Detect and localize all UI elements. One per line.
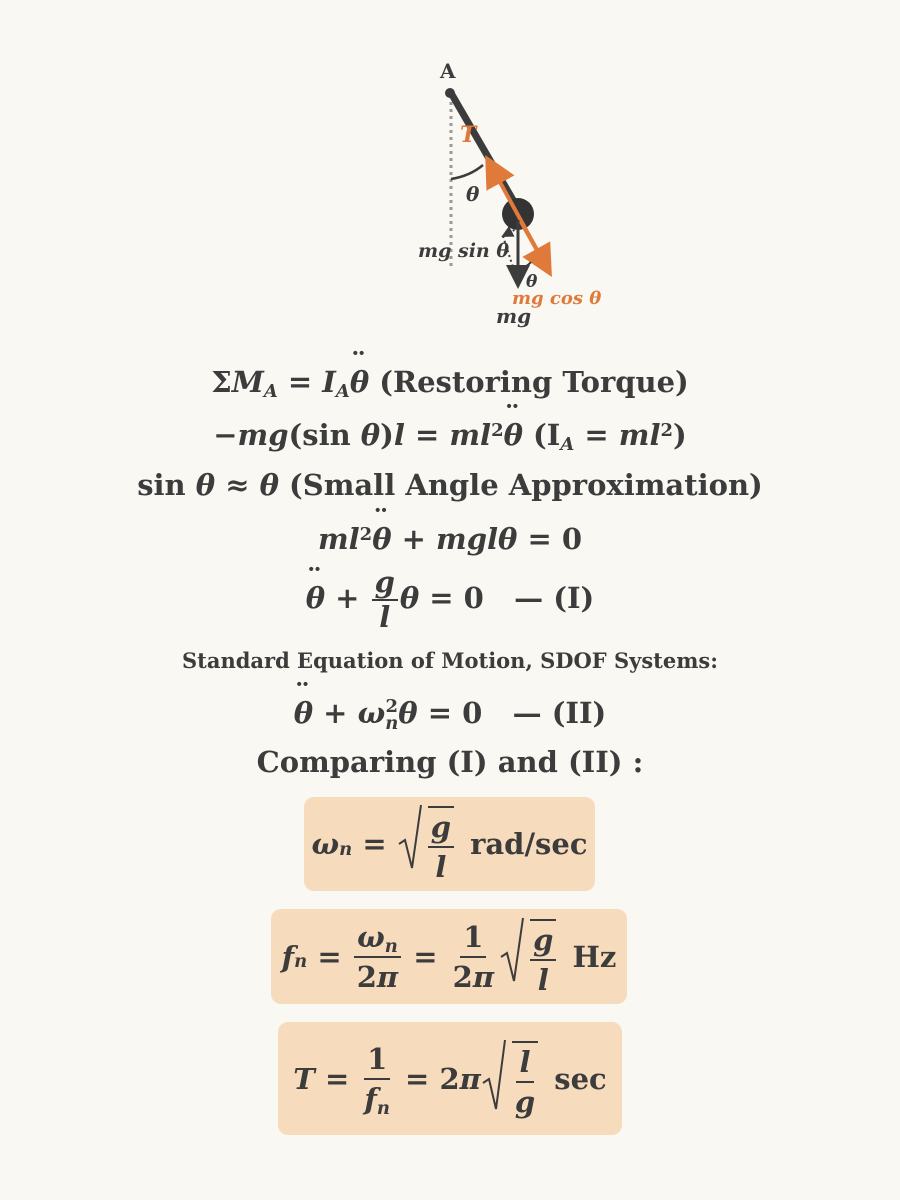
equation-one: ¨ θ + $\frac{g}{l}$ θ = 0 — (I): [0, 568, 900, 632]
equation-two: ¨ θ + ω 2 n θ = 0 — (II): [0, 698, 900, 732]
tension-label: T: [460, 122, 477, 148]
frequency-unit: Hz: [572, 939, 617, 974]
frequency-hz-box: f n = $\frac{\omega n}{2\pi}$ = $\frac{1}{2\pi}$ $\frac{g}{l}$ Hz: [271, 909, 627, 1004]
equation-torque-balance: −mg(sin $\theta)l = ml^2¨$ θ $(IA = ml^2)$: [0, 421, 900, 450]
equation-note-restoring-torque: (Restoring Torque): [379, 365, 689, 399]
equation-moment-sum: ΣMA = IA¨ θ (Restoring Torque): [0, 368, 900, 397]
natural-frequency-box: ω n = $\frac{g}{l}$ rad/sec: [304, 797, 595, 891]
sqrt-sign: [481, 1039, 507, 1115]
small-angle-label: θ: [526, 272, 538, 292]
equation-linearized: $ml^2¨$ θ + mglθ = 0: [0, 525, 900, 554]
period-unit: sec: [554, 1061, 607, 1096]
equation-tag-two: — (II): [512, 696, 607, 731]
equation-tag-one: — (I): [514, 581, 595, 615]
equation-small-angle: sin θ ≈ θ (Small Angle Approximation): [137, 468, 763, 502]
small-angle-arc: [518, 262, 531, 268]
period-box: T = $\frac{1}{fn}$ = 2 π $\frac{l}{g}$ sec: [278, 1022, 622, 1135]
pendulum-rod: [451, 93, 520, 212]
sqrt-sign: [397, 804, 423, 874]
omega-unit: rad/sec: [470, 827, 588, 861]
mg-cos-label: mg cos θ: [512, 288, 602, 309]
sqrt-sign: [499, 917, 525, 987]
angle-label: θ: [466, 182, 480, 206]
mg-cos-arrow: [520, 220, 548, 270]
comparing-heading: Comparing (I) and (II) :: [256, 745, 644, 779]
mg-label: mg: [496, 304, 532, 328]
mg-sin-label: mg sin θ: [418, 240, 510, 262]
equation-note-small-angle: (Small Angle Approximation): [289, 468, 763, 502]
angle-arc: [451, 165, 483, 179]
equation-note-inertia: (I: [533, 418, 561, 452]
pendulum-diagram: [400, 50, 630, 340]
pivot-point: [445, 88, 455, 98]
standard-equation-heading: Standard Equation of Motion, SDOF Systems:: [181, 648, 719, 673]
pivot-label: A: [440, 59, 456, 83]
